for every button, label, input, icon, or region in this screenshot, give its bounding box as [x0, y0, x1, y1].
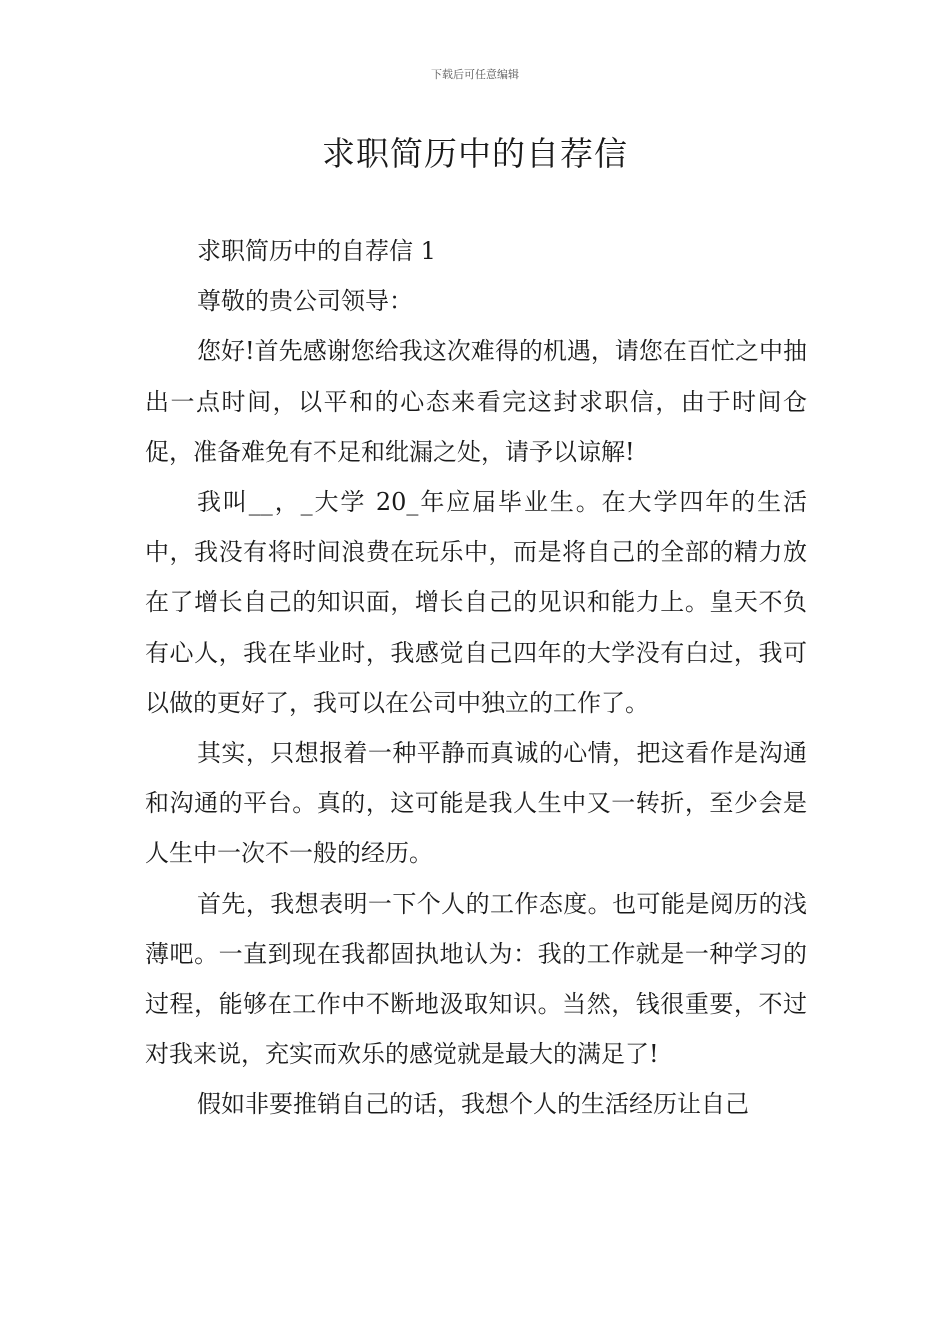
paragraph-introduction: 我叫__，_大学 20_年应届毕业生。在大学四年的生活中，我没有将时间浪费在玩乐中，而是将自己的全部的精力放在了增长自己的知识面，增长自己的见识和能力上。皇天不负有心人，我在毕业时，我感觉自己四年的大学没有白过，我可以做的更好了，我可以在公司中独立的工作了。 — [145, 488, 807, 717]
paragraph-sincerity: 其实，只想报着一种平静而真诚的心情，把这看作是沟通和沟通的平台。真的，这可能是我人生中又一转折，至少会是人生中一次不一般的经历。 — [145, 739, 807, 868]
paragraph-self-promotion: 假如非要推销自己的话，我想个人的生活经历让自己 — [197, 1090, 749, 1119]
paragraph-work-attitude: 首先，我想表明一下个人的工作态度。也可能是阅历的浅薄吧。一直到现在我都固执地认为：我的工作就是一种学习的过程，能够在工作中不断地汲取知识。当然，钱很重要，不过对我来说，充实而欢乐的感觉就是最大的满足了! — [145, 889, 807, 1069]
paragraph-greeting: 您好!首先感谢您给我这次难得的机遇，请您在百忙之中抽出一点时间，以平和的心态来看完这封求职信，由于时间仓促，准备难免有不足和纰漏之处，请予以谅解! — [145, 337, 807, 466]
page-header-note: 下载后可任意编辑 — [431, 68, 519, 81]
document-title: 求职简历中的自荐信 — [322, 134, 628, 173]
document-body — [145, 226, 807, 1130]
paragraph-salutation: 尊敬的贵公司领导： — [197, 287, 413, 316]
paragraph-section-heading: 求职简历中的自荐信 1 — [197, 237, 436, 265]
